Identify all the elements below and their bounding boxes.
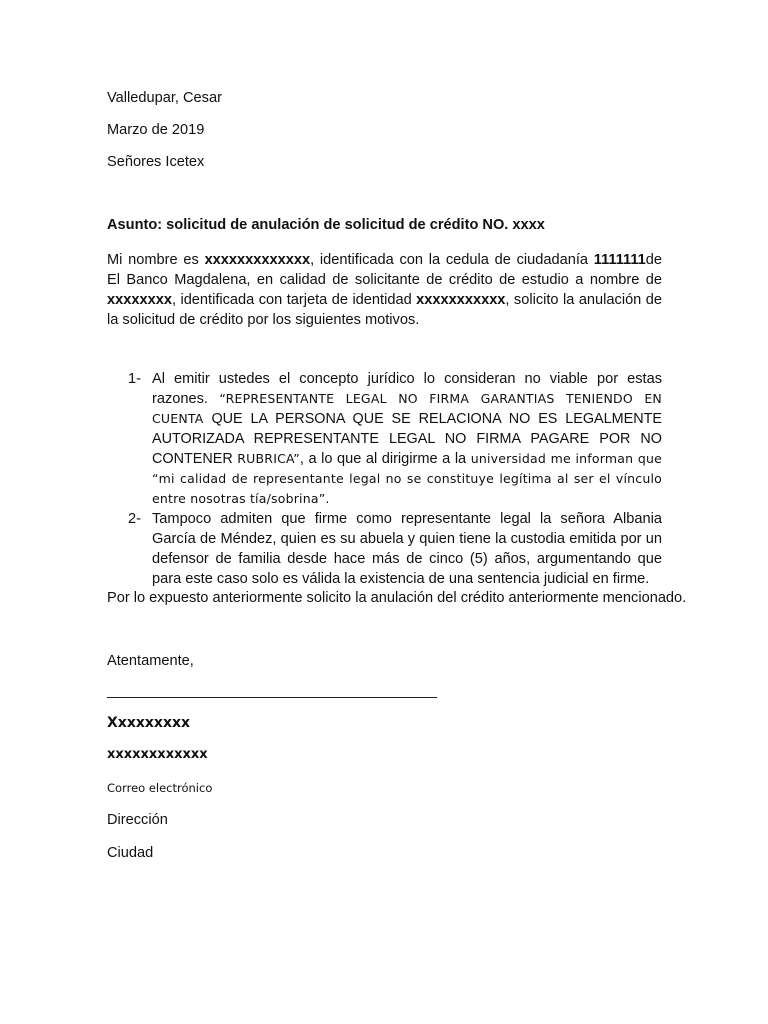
cedula-number: 1111111	[593, 252, 646, 268]
intro-text-3: de El Banco Magdalena, en calidad de solicitante de crédito de estudio a nombre de	[107, 252, 662, 288]
signer-id: xxxxxxxxxxxx	[107, 747, 208, 762]
reasons-list	[128, 369, 662, 589]
letter-subject: Asunto: solicitud de anulación de solicitud de crédito NO. xxxx	[107, 217, 545, 233]
reason-text: Tampoco admiten que firme como representante legal la señora Albania García de Méndez, quien es su abuela y quien tiene la custodia emitida por un defensor de familia desde hace más de cinco (5) años, argumentando que para este caso solo es válida la existencia de una sentencia judicial en firme.	[152, 511, 662, 587]
beneficiary-name: xxxxxxxx	[107, 292, 172, 308]
list-number: 1-	[128, 371, 141, 387]
legal-quote-part-1: “REPRESENTANTE LEGAL NO FIRMA GARANTIAS TENIENDO EN CUENTA	[152, 391, 662, 426]
university-quote: universidad me informan que “mi calidad de representante legal no se constituye legítima al ser el vínculo entre nosotras tía/sobrina”.	[152, 451, 663, 506]
list-number: 2-	[128, 511, 141, 527]
list-item	[128, 369, 662, 509]
closing-text: Atentamente,	[107, 653, 194, 669]
conclusion-text: Por lo expuesto anteriormente solicito la anulación del crédito anteriormente mencionado.	[107, 590, 687, 606]
signature-line	[107, 697, 437, 698]
address-label: Dirección	[107, 812, 168, 828]
letter-date: Marzo de 2019	[107, 122, 205, 138]
intro-text-1: Mi nombre es	[107, 252, 205, 268]
letter-recipient: Señores Icetex	[107, 154, 205, 170]
intro-text-4: , identificada con tarjeta de identidad	[171, 292, 417, 308]
intro-text-2: , identificada con la cedula de ciudadanía	[310, 252, 594, 268]
reason-text-2: , a lo que al dirigirme a la	[299, 451, 471, 467]
intro-text-5: , solicito la anulación de la solicitud de crédito por los siguientes motivos.	[107, 292, 662, 328]
letter-city: Valledupar, Cesar	[107, 90, 222, 106]
signer-name: Xxxxxxxxx	[107, 715, 191, 731]
email-label: Correo electrónico	[107, 781, 213, 795]
applicant-name: xxxxxxxxxxxxx	[204, 252, 311, 268]
reason-text: Al emitir ustedes el concepto jurídico lo consideran no viable por estas razones.	[152, 371, 662, 407]
legal-quote-part-2: QUE LA PERSONA QUE SE RELACIONA NO ES LEGALMENTE AUTORIZADA REPRESENTANTE LEGAL NO FIRMA PAGARE POR NO CONTENER	[152, 411, 663, 467]
intro-paragraph	[107, 250, 662, 330]
id-card-number: xxxxxxxxxxx	[416, 292, 506, 308]
city-label: Ciudad	[107, 845, 154, 861]
list-item	[128, 509, 662, 589]
legal-quote-part-3: RUBRICA”	[237, 451, 300, 466]
